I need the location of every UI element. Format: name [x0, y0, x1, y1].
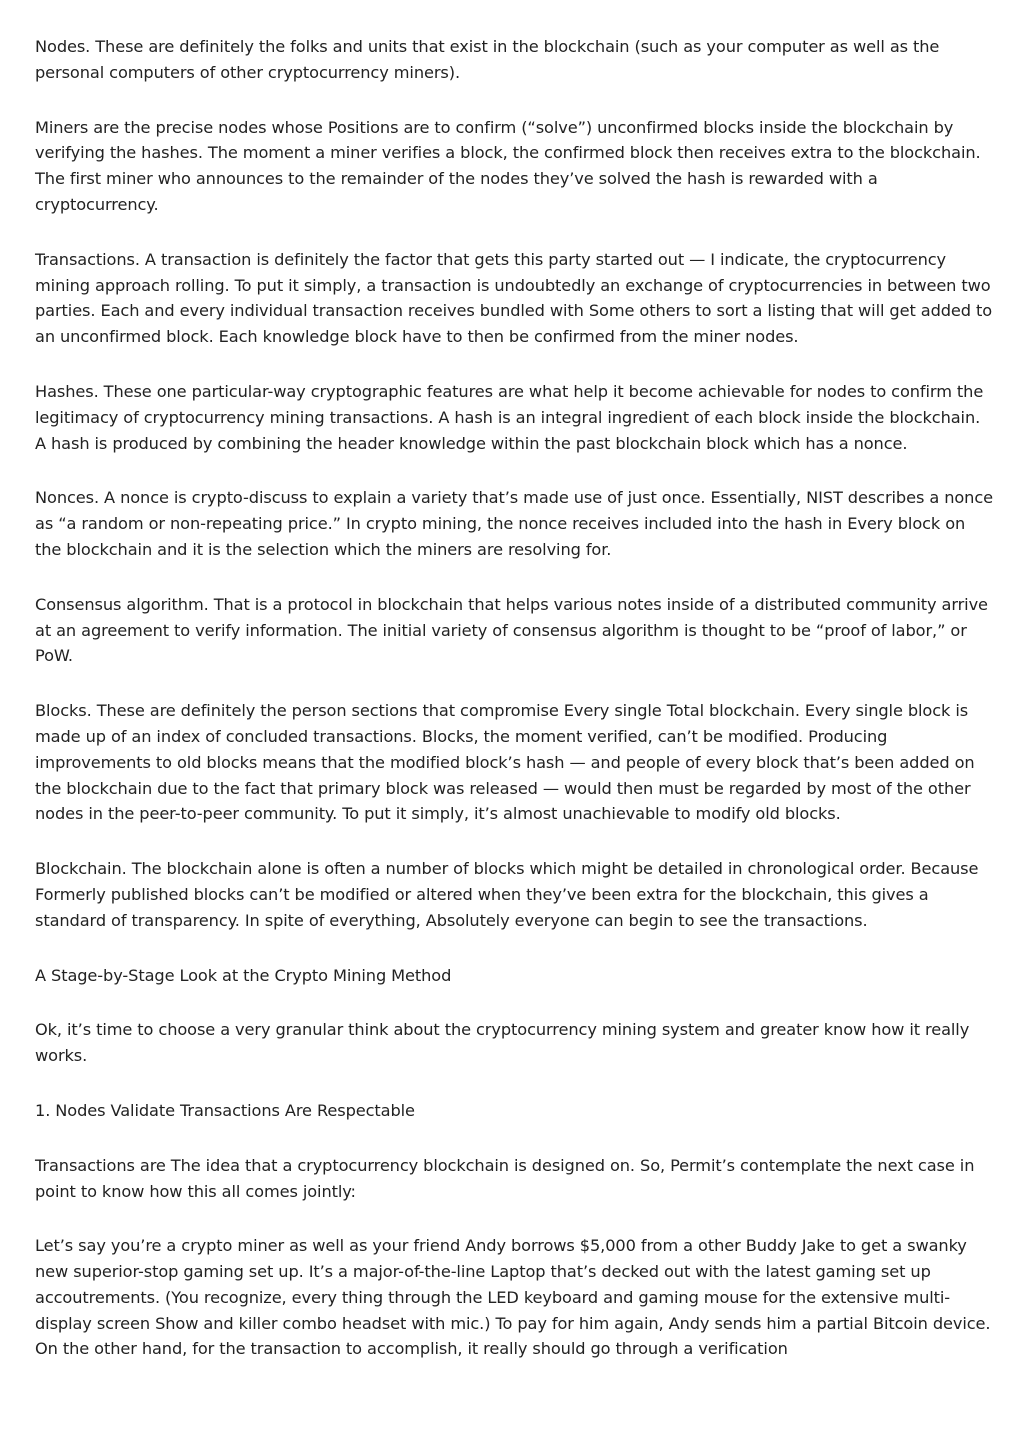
paragraph-transactions: Transactions. A transaction is definitely the factor that gets this party started out — I indicate, the cryptocurrency mining approach rolling. To put it simply, a transaction is undoubtedly an exchange of cryptocurrencies in between two parties. Each and every individual transaction receives bundled with Some others to sort a listing that will get added to an unconfirmed block. Each knowledge block have to then be confirmed from the miner nodes.: [35, 249, 993, 347]
paragraph-transactions-basis: Transactions are The idea that a cryptocurrency blockchain is designed on. So, Permit’s contemplate the next case in point to know how this all comes jointly:: [35, 1155, 975, 1201]
paragraph-blockchain: Blockchain. The blockchain alone is often a number of blocks which might be detailed in chronological order. Because Formerly published blocks can’t be modified or altered when they’ve been extra for the blockchain, this gives a standard of transparency. In spite of everything, Absolutely everyone can begin to see the transactions.: [35, 859, 979, 930]
paragraph-consensus-algorithm: Consensus algorithm. That is a protocol in blockchain that helps various notes inside of a distributed community arrive at an agreement to verify information. The initial variety of consensus algorithm is thought to be “proof of labor,” or PoW.: [35, 594, 988, 666]
paragraph-blocks: Blocks. These are definitely the person sections that compromise Every single Total blockchain. Every single block is made up of an index of concluded transactions. Blocks, the moment verified, can’t be modified. Producing improvements to old blocks means that the modified block’s hash — and people of every block that’s been added on the blockchain due to the fact that primary block was released — would then must be regarded by most of the other nodes in the peer-to-peer community. To put it simply, it’s almost unachievable to modify old blocks.: [35, 701, 975, 824]
paragraph-intro-granular: Ok, it’s time to choose a very granular think about the cryptocurrency mining system and greater know how it really works.: [35, 1020, 970, 1066]
paragraph-miners: Miners are the precise nodes whose Positions are to confirm (“solve”) unconfirmed blocks inside the blockchain by verifying the hashes. The moment a miner verifies a block, the confirmed block then receives extra to the blockchain. The first miner who announces to the remainder of the nodes they’ve solved the hash is rewarded with a cryptocurrency.: [35, 117, 981, 214]
document-body: [35, 34, 995, 1391]
section-heading-mining-method: A Stage-by-Stage Look at the Crypto Mining Method: [35, 965, 452, 985]
paragraph-hashes: Hashes. These one particular-way cryptographic features are what help it become achievable for nodes to confirm the legitimacy of cryptocurrency mining transactions. A hash is an integral ingredient of each block inside the blockchain. A hash is produced by combining the header knowledge within the past blockchain block which has a nonce.: [35, 381, 984, 453]
step-heading-validate-transactions: 1. Nodes Validate Transactions Are Respectable: [35, 1100, 415, 1120]
paragraph-nodes: Nodes. These are definitely the folks and units that exist in the blockchain (such as your computer as well as the personal computers of other cryptocurrency miners).: [35, 37, 940, 82]
paragraph-example-andy: Let’s say you’re a crypto miner as well as your friend Andy borrows $5,000 from a other Buddy Jake to get a swanky new superior-stop gaming set up. It’s a major-of-the-line Laptop that’s decked out with the latest gaming set up accoutrements. (You recognize, every thing through the LED keyboard and gaming mouse for the extensive multi-display screen Show and killer combo headset with mic.) To pay for him again, Andy sends him a partial Bitcoin device. On the other hand, for the transaction to accomplish, it really should go through a verification: [35, 1236, 991, 1359]
paragraph-nonces: Nonces. A nonce is crypto-discuss to explain a variety that’s made use of just once. Essentially, NIST describes a nonce as “a random or non-repeating price.” In crypto mining, the nonce receives included into the hash in Every block on the blockchain and it is the selection which the miners are resolving for.: [35, 488, 993, 559]
